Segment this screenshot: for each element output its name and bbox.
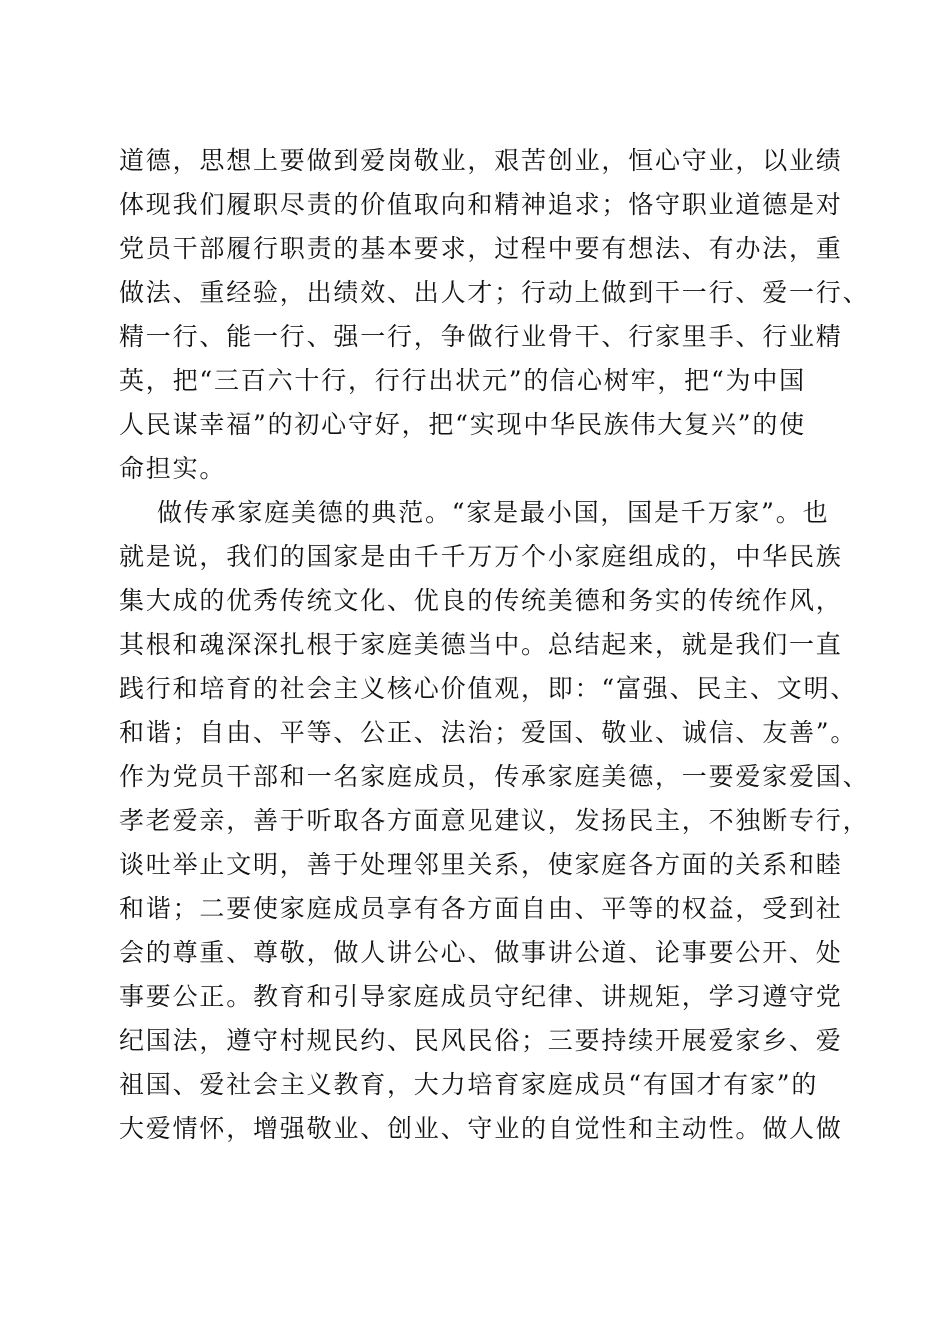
paragraph-1 bbox=[119, 139, 870, 491]
text-line: 祖国、爱社会主义教育，大力培育家庭成员“有国才有家”的 bbox=[119, 1070, 819, 1099]
paragraph-2 bbox=[119, 491, 870, 1151]
text-line: 大爱情怀，增强敬业、创业、守业的自觉性和主动性。做人做 bbox=[119, 1114, 843, 1143]
text-line: 其根和魂深深扎根于家庭美德当中。总结起来，就是我们一直 bbox=[119, 630, 843, 659]
text-line: 谈吐举止文明，善于处理邻里关系，使家庭各方面的关系和睦 bbox=[119, 850, 843, 879]
text-line: 人民谋幸福”的初心守好，把“实现中华民族伟大复兴”的使 bbox=[119, 410, 806, 439]
text-line: 英，把“三百六十行，行行出状元”的信心树牢，把“为中国 bbox=[119, 366, 806, 395]
text-line: 道德，思想上要做到爱岗敬业，艰苦创业，恒心守业，以业绩 bbox=[119, 146, 843, 175]
text-line: 体现我们履职尽责的价值取向和精神追求；恪守职业道德是对 bbox=[119, 190, 843, 219]
text-line: 孝老爱亲，善于听取各方面意见建议，发扬民主，不独断专行， bbox=[119, 806, 870, 835]
text-line: 做法、重经验，出绩效、出人才；行动上做到干一行、爱一行、 bbox=[119, 278, 870, 307]
text-line: 就是说，我们的国家是由千千万万个小家庭组成的，中华民族 bbox=[119, 542, 843, 571]
text-line: 纪国法，遵守村规民约、民风民俗；三要持续开展爱家乡、爱 bbox=[119, 1026, 843, 1055]
text-line: 精一行、能一行、强一行，争做行业骨干、行家里手、行业精 bbox=[119, 322, 843, 351]
body-text bbox=[119, 139, 870, 1151]
text-line: 和谐；二要使家庭成员享有各方面自由、平等的权益，受到社 bbox=[119, 894, 843, 923]
text-line: 事要公正。教育和引导家庭成员守纪律、讲规矩，学习遵守党 bbox=[119, 982, 843, 1011]
text-line: 会的尊重、尊敬，做人讲公心、做事讲公道、论事要公开、处 bbox=[119, 938, 843, 967]
text-line: 命担实。 bbox=[119, 454, 227, 483]
text-line: 做传承家庭美德的典范。“家是最小国，国是千万家”。也 bbox=[157, 498, 830, 527]
text-line: 党员干部履行职责的基本要求，过程中要有想法、有办法，重 bbox=[119, 234, 843, 263]
text-line: 作为党员干部和一名家庭成员，传承家庭美德，一要爱家爱国、 bbox=[119, 762, 870, 791]
text-line: 和谐；自由、平等、公正、法治；爱国、敬业、诚信、友善”。 bbox=[119, 718, 858, 747]
text-line: 集大成的优秀传统文化、优良的传统美德和务实的传统作风， bbox=[119, 586, 843, 615]
text-line: 践行和培育的社会主义核心价值观，即：“富强、民主、文明、 bbox=[119, 674, 858, 703]
